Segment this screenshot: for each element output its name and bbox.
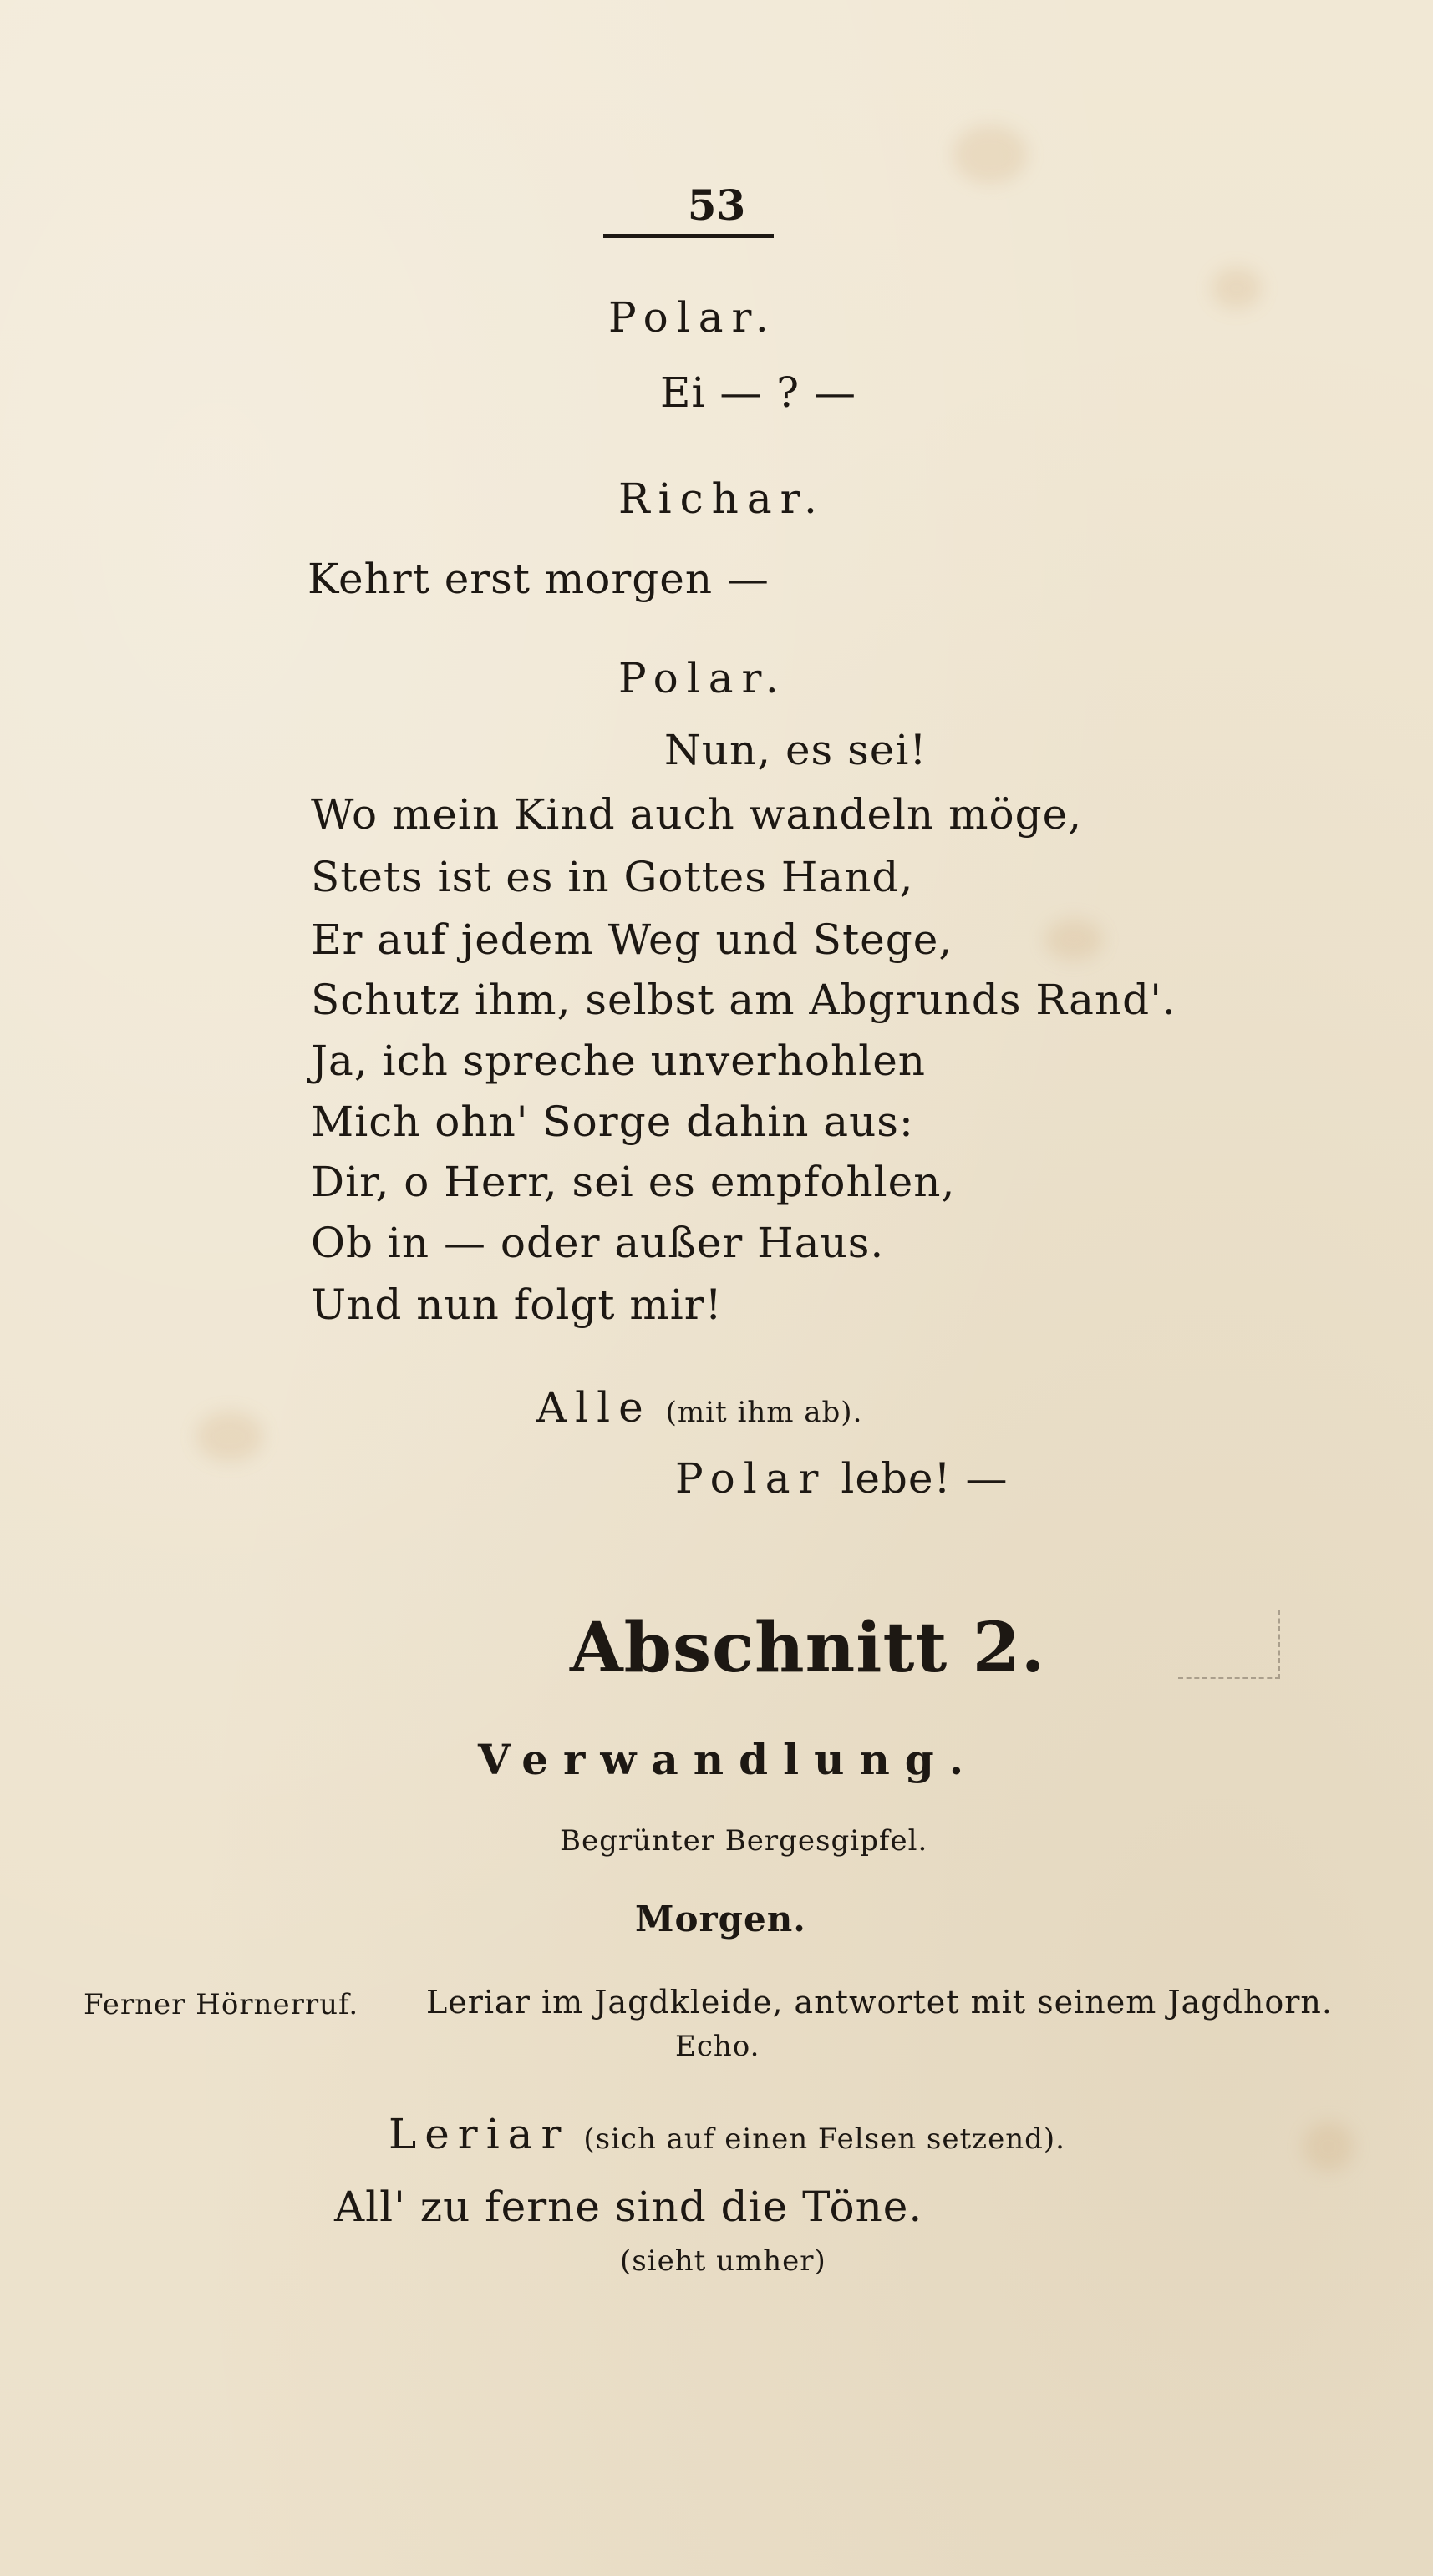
paper-stain — [953, 125, 1028, 184]
section-heading: Abschnitt 2. — [570, 1608, 1046, 1688]
verse-line: Schutz ihm, selbst am Abgrunds Rand'. — [311, 976, 1176, 1024]
stage-line — [389, 2110, 1065, 2158]
verse-line: Mich ohn' Sorge dahin aus: — [311, 1098, 914, 1146]
stage-direction: Echo. — [675, 2030, 760, 2063]
dialogue-text: lebe! — — [841, 1454, 1009, 1503]
paper-stain — [1303, 2122, 1354, 2172]
verse-line: Stets ist es in Gottes Hand, — [311, 853, 914, 901]
stage-direction: Ferner Hörnerruf. — [84, 1988, 359, 2021]
scene-setting: Begrünter Bergesgipfel. — [560, 1824, 928, 1858]
paper-stain — [196, 1412, 263, 1462]
dialogue-line: Nun, es sei! — [664, 726, 927, 774]
verse-line: Wo mein Kind auch wandeln möge, — [311, 790, 1083, 839]
speaker-name: Polar. — [608, 293, 777, 342]
verse-line: Dir, o Herr, sei es empfohlen, — [311, 1158, 956, 1206]
verse-line: Ob in — oder außer Haus. — [311, 1219, 885, 1267]
verse-line: Er auf jedem Weg und Stege, — [311, 915, 953, 964]
page-number: 53 — [687, 180, 746, 230]
verse-line: Und nun folgt mir! — [311, 1280, 723, 1329]
header-rule — [603, 234, 774, 238]
stage-direction: (mit ihm ab). — [665, 1396, 863, 1429]
stage-line — [536, 1383, 863, 1432]
faint-print-marks — [1178, 1610, 1280, 1679]
stage-direction: Leriar im Jagdkleide, antwortet mit seinem Jagdhorn. — [426, 1984, 1333, 2021]
scene-title: Verwandlung. — [478, 1735, 979, 1784]
speaker-name: Richar. — [618, 474, 826, 523]
dialogue-line: Ei — ? — — [660, 368, 856, 417]
dialogue-line: All' zu ferne sind die Töne. — [334, 2183, 923, 2231]
stage-direction: (sich auf einen Felsen setzend). — [583, 2122, 1065, 2156]
dialogue-line — [675, 1454, 1009, 1503]
speaker-name: Alle — [536, 1383, 652, 1432]
stage-direction: (sieht umher) — [620, 2244, 826, 2278]
paper-stain — [1212, 267, 1262, 309]
speaker-name: Polar. — [618, 654, 787, 702]
dialogue-line: Kehrt erst morgen — — [307, 555, 770, 603]
speaker-name: Leriar — [389, 2110, 570, 2158]
time-of-day: Morgen. — [635, 1899, 806, 1940]
verse-line: Ja, ich spreche unverhohlen — [311, 1037, 927, 1085]
speaker-name: Polar — [675, 1454, 827, 1503]
paper-stain — [1044, 919, 1103, 961]
